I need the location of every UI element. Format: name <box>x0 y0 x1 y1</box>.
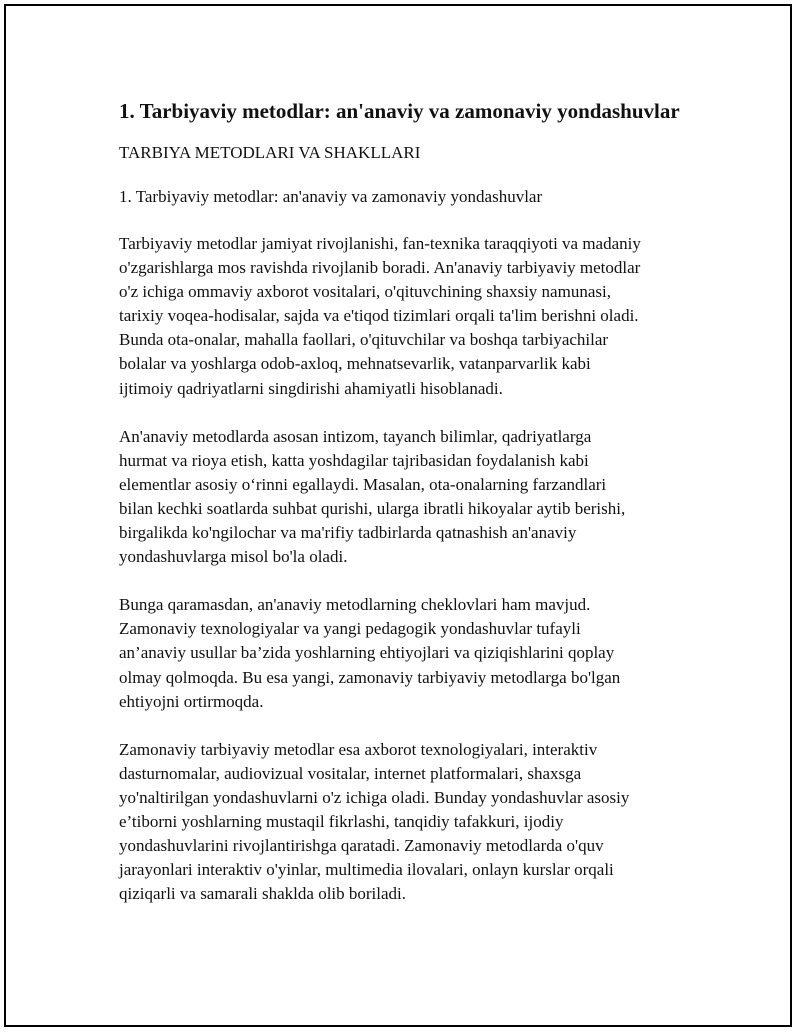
document-heading: 1. Tarbiyaviy metodlar: an'anaviy va zamonaviy yondashuvlar <box>119 99 680 123</box>
paragraph-line: o'z ichiga ommaviy axborot vositalari, o'qituvchining shaxsiy namunasi, <box>119 282 611 302</box>
paragraph-line: e’tiborni yoshlarning mustaqil fikrlashi, tanqidiy tafakkuri, ijodiy <box>119 811 564 831</box>
section-title: TARBIYA METODLARI VA SHAKLLARI <box>119 143 421 162</box>
paragraph-line: An'anaviy metodlarda asosan intizom, tayanch bilimlar, qadriyatlarga <box>119 426 592 446</box>
paragraph-line: hurmat va rioya etish, katta yoshdagilar tajribasidan foydalanish kabi <box>119 450 589 470</box>
paragraph-2 <box>119 425 709 570</box>
paragraph-line: o'zgarishlarga mos ravishda rivojlanib boradi. An'anaviy tarbiyaviy metodlar <box>119 258 641 278</box>
paragraph-line: Bunga qaramasdan, an'anaviy metodlarning cheklovlari ham mavjud. <box>119 595 591 615</box>
paragraph-line: Zamonaviy texnologiyalar va yangi pedagogik yondashuvlar tufayli <box>119 619 581 639</box>
paragraph-line: tarixiy voqea-hodisalar, sajda va e'tiqod tizimlari orqali ta'lim berishni oladi. <box>119 306 639 326</box>
paragraph-line: qiziqarli va samarali shaklda olib boriladi. <box>119 884 407 904</box>
paragraph-line: an’anaviy usullar ba’zida yoshlarning ehtiyojlari va qiziqishlarini qoplay <box>119 643 615 663</box>
paragraph-line: ehtiyojni ortirmoqda. <box>119 691 264 711</box>
paragraph-line: Tarbiyaviy metodlar jamiyat rivojlanishi, fan-texnika taraqqiyoti va madaniy <box>119 234 641 253</box>
paragraph-line: bilan kechki soatlarda suhbat qurishi, ularga ibratli hikoyalar aytib berishi, <box>119 498 626 518</box>
paragraph-line: dasturnomalar, audiovizual vositalar, internet platformalari, shaxsga <box>119 763 582 783</box>
paragraph-line: birgalikda ko'ngilochar va ma'rifiy tadbirlarda qatnashish an'anaviy <box>119 523 577 543</box>
paragraph-1 <box>119 232 709 401</box>
paragraph-line: yondashuvlarga misol bo'la oladi. <box>119 547 348 567</box>
document-content <box>119 98 709 930</box>
section-subheading: 1. Tarbiyaviy metodlar: an'anaviy va zamonaviy yondashuvlar <box>119 187 543 206</box>
paragraph-line: elementlar asosiy o‘rinni egallaydi. Masalan, ota-onalarning farzandlari <box>119 474 607 494</box>
paragraph-line: jarayonlari interaktiv o'yinlar, multimedia ilovalari, onlayn kurslar orqali <box>119 860 614 880</box>
paragraph-line: yondashuvlarini rivojlantirishga qaratadi. Zamonaviy metodlarda o'quv <box>119 836 604 856</box>
document-page <box>4 4 792 1027</box>
paragraph-line: bolalar va yoshlarga odob-axloq, mehnatsevarlik, vatanparvarlik kabi <box>119 354 591 374</box>
paragraph-line: Zamonaviy tarbiyaviy metodlar esa axborot texnologiyalari, interaktiv <box>119 739 598 759</box>
paragraph-line: yo'naltirilgan yondashuvlarni o'z ichiga oladi. Bunday yondashuvlar asosiy <box>119 787 630 807</box>
paragraph-line: ijtimoiy qadriyatlarni singdirishi ahamiyatli hisoblanadi. <box>119 378 503 398</box>
paragraph-4 <box>119 738 709 907</box>
paragraph-line: Bunda ota-onalar, mahalla faollari, o'qituvchilar va boshqa tarbiyachilar <box>119 330 609 350</box>
paragraph-3 <box>119 593 709 713</box>
paragraph-line: olmay qolmoqda. Bu esa yangi, zamonaviy tarbiyaviy metodlarga bo'lgan <box>119 667 621 687</box>
